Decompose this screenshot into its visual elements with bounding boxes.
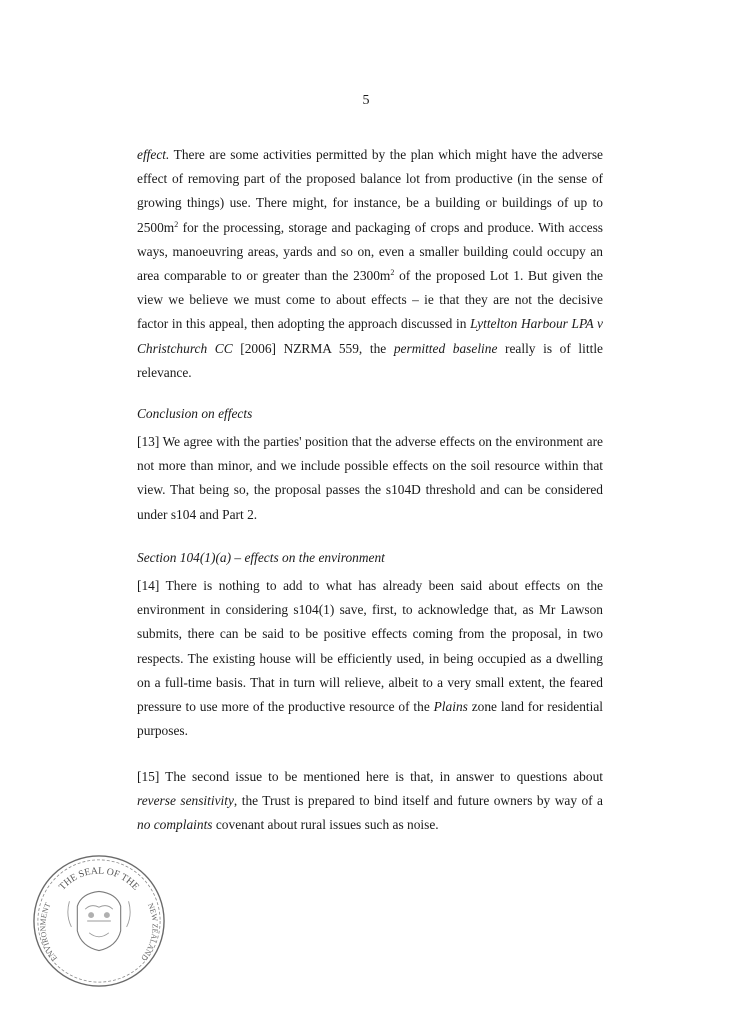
italic-term: no complaints bbox=[137, 817, 213, 833]
superscript: 2 bbox=[390, 268, 395, 278]
text-run: [15] The second issue to be mentioned here is that, in answer to questions about bbox=[137, 769, 603, 784]
text-run: There are some activities permitted by the plan which might have the adverse effect of removing part of the proposed balance lot from productive (in the sense of growing things) use. There might, for instance, be a building or buildings of up to 2500m bbox=[137, 147, 603, 235]
court-seal-stamp bbox=[30, 852, 168, 990]
section-heading-conclusion: Conclusion on effects bbox=[137, 406, 253, 421]
text-run: [2006] NZRMA 559, the bbox=[232, 340, 394, 356]
text-run: really is of little relevance. bbox=[137, 340, 603, 380]
paragraph-15 bbox=[137, 765, 603, 838]
text-run: covenant about rural issues such as noise. bbox=[212, 817, 439, 833]
paragraph-14 bbox=[137, 574, 603, 743]
seal-top-text: THE SEAL OF THE bbox=[56, 865, 142, 893]
text-run: zone land for residential purposes. bbox=[137, 699, 604, 739]
italic-term: Plains bbox=[433, 699, 468, 715]
page-number: 5 bbox=[362, 93, 370, 108]
text-run: of the proposed Lot 1. But given the view we believe we must come to about effects – ie that they are not the decisive factor in this appeal, then adopting the approach discussed in bbox=[137, 268, 603, 332]
superscript: 2 bbox=[174, 219, 179, 229]
case-citation: Lyttelton Harbour LPA v Christchurch CC bbox=[137, 316, 603, 356]
paragraph-13-text: [13] We agree with the parties' position that the adverse effects on the environment are not more than minor, and we include possible effects on the soil resource within that view. That being so, the proposal passes the s104D threshold and can be considered under s104 and Part 2. bbox=[137, 434, 603, 522]
italic-term: permitted baseline bbox=[393, 340, 498, 356]
paragraph-13 bbox=[137, 430, 603, 527]
section-heading-104: Section 104(1)(a) – effects on the environment bbox=[137, 550, 385, 565]
italic-term: reverse sensitivity bbox=[137, 793, 234, 809]
text-run: for the processing, storage and packaging of crops and produce. With access ways, manoeuvring areas, yards and so on, even a smaller building could occupy an area comparable to or greater than the 2300m bbox=[137, 219, 603, 284]
text-run: , the Trust is prepared to bind itself and future owners by way of a bbox=[233, 793, 604, 809]
seal-right-text: NEW ZEALAND bbox=[139, 901, 160, 963]
text-run: effect. bbox=[137, 147, 170, 162]
seal-emblem bbox=[68, 891, 130, 950]
text-run: [14] There is nothing to add to what has already been said about effects on the environment in considering s104(1) save, first, to acknowledge that, as Mr Lawson submits, there can be said to be positive effects coming from the proposal, in two respects. The existing house will be efficiently used, in being occupied as a dwelling on a full-time basis. That in turn will relieve, albeit to a very small extent, the feared pressure to use more of the productive resource of the bbox=[137, 578, 603, 715]
paragraph-effect-continuation bbox=[137, 143, 603, 385]
seal-left-text: ENVIRONMENT bbox=[38, 901, 60, 963]
